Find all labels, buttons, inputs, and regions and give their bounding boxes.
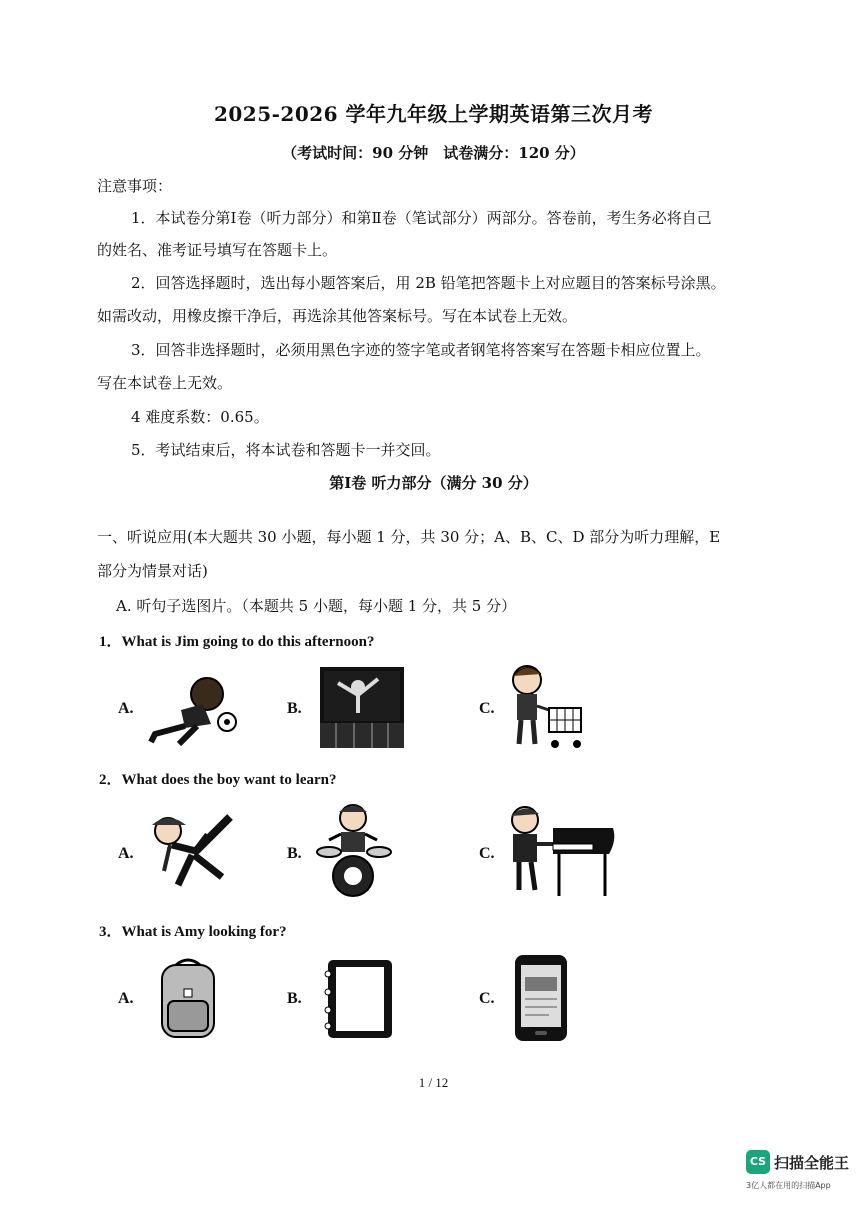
section-1-title: 第Ⅰ卷 听力部分（满分 30 分） <box>329 474 538 492</box>
question-3-stem: 3．What is Amy looking for? <box>99 924 287 940</box>
note-2-line-2: 如需改动，用橡皮擦干净后，再选涂其他答案标号。写在本试卷上无效。 <box>97 307 578 325</box>
camscanner-watermark <box>746 1150 861 1212</box>
notebook-picture <box>322 958 394 1040</box>
q3-option-c-label: C. <box>479 990 495 1007</box>
exam-title: 2025-2026 学年九年级上学期英语第三次月考 <box>213 102 654 126</box>
movie-screen-picture <box>318 665 406 750</box>
backpack-picture <box>152 955 224 1040</box>
note-3-line-1: 3．回答非选择题时，必须用黑色字迹的签字笔或者钢笔将答案写在答题卡相应位置上。 <box>131 341 711 359</box>
q1-option-a-label: A. <box>118 700 134 717</box>
part-1-line-2: 部分为情景对话) <box>97 562 208 580</box>
boy-drums-picture <box>315 800 393 900</box>
q1-option-c-label: C. <box>479 700 495 717</box>
question-2-stem: 2．What does the boy want to learn? <box>99 772 337 788</box>
note-3-line-2: 写在本试卷上无效。 <box>97 374 233 392</box>
watermark-tagline: 3亿人都在用的扫描App <box>746 1181 831 1190</box>
boy-dancing-picture <box>148 805 240 897</box>
mobile-phone-picture <box>513 953 571 1043</box>
notes-heading: 注意事项： <box>97 177 173 195</box>
note-1-line-1: 1．本试卷分第Ⅰ卷（听力部分）和第Ⅱ卷（笔试部分）两部分。答卷前，考生务必将自己 <box>131 209 712 227</box>
q3-option-b-label: B. <box>287 990 302 1007</box>
q1-option-b-label: B. <box>287 700 302 717</box>
note-4: 4 难度系数：0.65。 <box>131 408 269 426</box>
q2-option-a-label: A. <box>118 845 134 862</box>
camscanner-logo-icon: CS <box>746 1150 770 1174</box>
part-1-line-1: 一、听说应用(本大题共 30 小题，每小题 1 分，共 30 分；A、B、C、D 部分为听力理解，E <box>97 528 721 546</box>
note-1-line-2: 的姓名、准考证号填写在答题卡上。 <box>97 241 338 259</box>
q3-option-a-label: A. <box>118 990 134 1007</box>
note-5: 5．考试结束后，将本试卷和答题卡一并交回。 <box>131 441 441 459</box>
q2-option-b-label: B. <box>287 845 302 862</box>
exam-subtitle: （考试时间：90 分钟 试卷满分：120 分） <box>282 144 585 162</box>
note-2-line-1: 2．回答选择题时，选出每小题答案后，用 2B 铅笔把答题卡上对应题目的答案标号涂黑。 <box>131 274 726 292</box>
boy-shopping-cart-picture <box>505 658 590 753</box>
page-number: 1 / 12 <box>418 1075 449 1090</box>
question-1-stem: 1．What is Jim going to do this afternoon? <box>99 634 375 650</box>
q2-option-c-label: C. <box>479 845 495 862</box>
watermark-name: 扫描全能王 <box>774 1154 850 1172</box>
boy-soccer-picture <box>145 668 240 748</box>
boy-piano-picture <box>505 800 620 900</box>
subpart-a-instruction: A. 听句子选图片。（本题共 5 小题，每小题 1 分，共 5 分） <box>116 597 517 615</box>
